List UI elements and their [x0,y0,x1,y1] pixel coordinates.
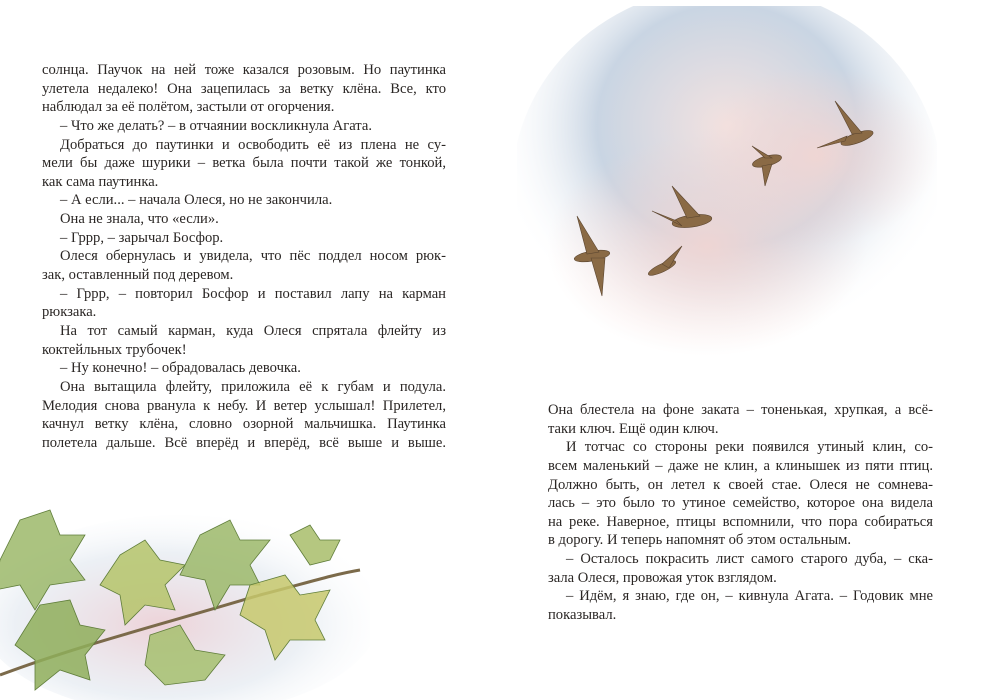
text-line: коктейльных трубочек! [42,341,187,358]
text-line: таки ключ. Ещё один ключ. [548,420,719,437]
left-page [0,0,495,700]
text-line: Добраться до паутинки и освободить её из плена не су- [60,136,446,153]
right-page [495,0,991,700]
maple-branch-illustration [0,480,370,700]
text-line: полетела дальше. Всё вперёд и вперёд, всё выше и выше. [42,434,446,451]
text-line: зала Олеся, провожая уток взглядом. [548,569,777,586]
text-line: – Осталось покрасить лист самого старого дуба, – ска- [566,551,933,568]
text-line: в дорогу. И теперь напомнят об этом остальным. [548,532,852,549]
text-line: Олеся обернулась и увидела, что пёс поддел носом рюк- [60,248,446,265]
text-line: как сама паутинка. [42,173,159,190]
text-line: зак, оставленный под деревом. [42,267,234,284]
text-line: на реке. Наверное, птицы вспомнили, что пора собираться [548,513,933,530]
text-line: – Идём, я знаю, где он, – кивнула Агата. – Годовик мне [566,588,933,605]
text-line: – А если... – начала Олеся, но не закончила. [60,192,333,209]
text-line: На тот самый карман, куда Олеся спрятала флейту из [60,322,446,339]
text-line: показывал. [548,607,617,624]
text-line: – Что же делать? – в отчаянии воскликнула Агата. [60,117,372,134]
text-line: – Гррр, – повторил Босфор и поставил лапу на карман [60,285,446,302]
text-line: Она не знала, что «если». [60,211,219,228]
text-line: всем маленький – даже не клин, а клинышек из пяти птиц. [548,457,933,474]
flying-ducks-illustration [517,6,937,396]
text-line: И тотчас со стороны реки появился утиный клин, со- [566,439,933,456]
text-line: наблюдал за её полётом, застыли от огорчения. [42,99,335,116]
text-line: Должно быть, он летел к своей стае. Олеся не сомнева- [548,476,933,493]
text-line: лась – это было то утиное семейство, которое она видела [548,495,933,512]
text-line: качнул ветку клёна, словно озорной мальчишка. Паутинка [42,416,446,433]
text-line: мели бы даже шурики – ветка была почти такой же тонкой, [42,155,446,172]
text-line: Мелодия снова рванула к небу. И ветер услышал! Прилетел, [42,397,446,414]
left-page-text [42,61,446,452]
right-page-text [548,401,933,625]
text-line: рюкзака. [42,304,97,321]
text-line: Она вытащила флейту, приложила её к губам и подула. [60,378,446,395]
text-line: Она блестела на фоне заката – тоненькая, хрупкая, а всё- [548,402,933,418]
text-line: – Ну конечно! – обрадовалась девочка. [60,360,301,377]
text-line: – Гррр, – зарычал Босфор. [60,229,224,246]
text-line: улетела недалеко! Она зацепилась за ветку клёна. Все, кто [42,80,446,97]
text-line: солнца. Паучок на ней тоже казался розовым. Но паутинка [42,62,446,78]
